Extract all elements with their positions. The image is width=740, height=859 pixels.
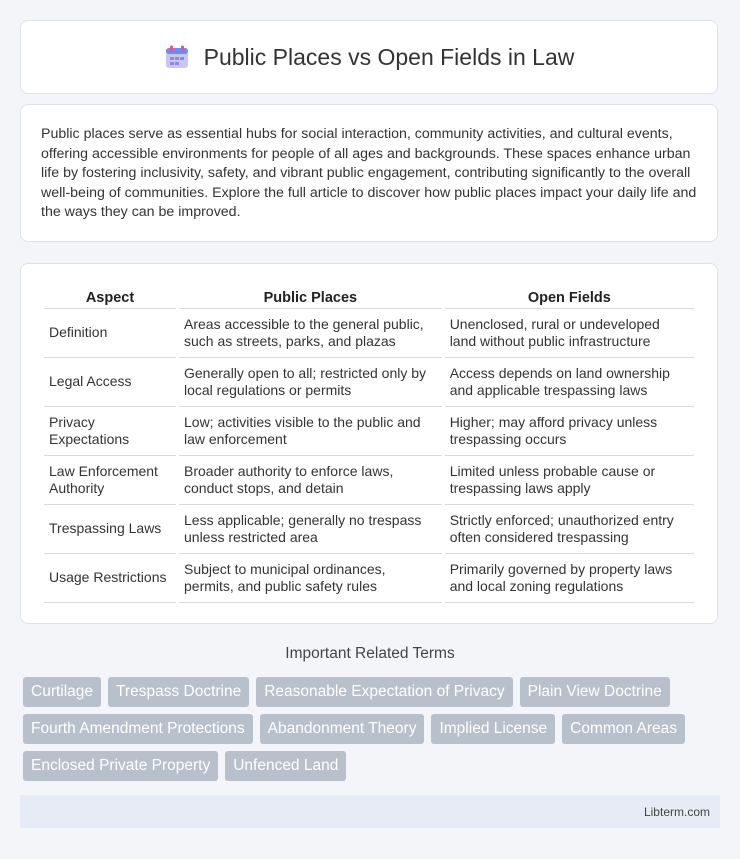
- related-term-tag[interactable]: Implied License: [431, 714, 555, 744]
- related-term-tag[interactable]: Abandonment Theory: [260, 714, 425, 744]
- related-terms-title: Important Related Terms: [285, 645, 455, 662]
- related-term-tag[interactable]: Fourth Amendment Protections: [23, 714, 253, 744]
- aspect-cell: Legal Access: [44, 358, 176, 407]
- aspect-cell: Privacy Expectations: [44, 407, 176, 456]
- table-row: [44, 505, 694, 554]
- related-term-tag[interactable]: Plain View Doctrine: [520, 677, 670, 707]
- column-header-aspect: Aspect: [44, 284, 176, 309]
- related-term-tag[interactable]: Unfenced Land: [225, 751, 346, 781]
- open-fields-cell: Access depends on land ownership and applicable trespassing laws: [445, 358, 694, 407]
- comparison-table: [41, 284, 697, 603]
- table-row: [44, 358, 694, 407]
- aspect-cell: Trespassing Laws: [44, 505, 176, 554]
- related-term-tag[interactable]: Common Areas: [562, 714, 685, 744]
- table-row: [44, 407, 694, 456]
- table-header-row: [44, 284, 694, 309]
- footer: [20, 795, 720, 828]
- public-places-cell: Broader authority to enforce laws, conduct stops, and detain: [179, 456, 442, 505]
- related-term-tag[interactable]: Reasonable Expectation of Privacy: [256, 677, 512, 707]
- aspect-cell: Usage Restrictions: [44, 554, 176, 603]
- calendar-icon: [164, 44, 190, 70]
- related-term-tag[interactable]: Trespass Doctrine: [108, 677, 249, 707]
- page-title: Public Places vs Open Fields in Law: [203, 43, 575, 70]
- table-row: [44, 309, 694, 358]
- aspect-cell: Definition: [44, 309, 176, 358]
- public-places-cell: Less applicable; generally no trespass unless restricted area: [179, 505, 442, 554]
- open-fields-cell: Limited unless probable cause or trespassing laws apply: [445, 456, 694, 505]
- aspect-cell: Law Enforcement Authority: [44, 456, 176, 505]
- intro-card: [20, 104, 718, 242]
- public-places-cell: Low; activities visible to the public and law enforcement: [179, 407, 442, 456]
- open-fields-cell: Higher; may afford privacy unless trespassing occurs: [445, 407, 694, 456]
- public-places-cell: Subject to municipal ordinances, permits, and public safety rules: [179, 554, 442, 603]
- table-row: [44, 554, 694, 603]
- table-row: [44, 456, 694, 505]
- column-header-public-places: Public Places: [179, 284, 442, 309]
- open-fields-cell: Primarily governed by property laws and local zoning regulations: [445, 554, 694, 603]
- column-header-open-fields: Open Fields: [445, 284, 694, 309]
- open-fields-cell: Unenclosed, rural or undeveloped land without public infrastructure: [445, 309, 694, 358]
- related-term-tag[interactable]: Enclosed Private Property: [23, 751, 218, 781]
- public-places-cell: Areas accessible to the general public, such as streets, parks, and plazas: [179, 309, 442, 358]
- related-terms-list: [23, 677, 723, 781]
- header-card: [20, 20, 718, 94]
- related-term-tag[interactable]: Curtilage: [23, 677, 101, 707]
- intro-text: Public places serve as essential hubs for social interaction, community activities, and cultural events, offering accessible environments for people of all ages and backgrounds. These spaces enhance urban life by fostering inclusivity, safety, and vibrant public engagement, contributing significantly to the overall well-being of communities. Explore the full article to discover how public places impact your daily life and the ways they can be improved.: [41, 126, 697, 220]
- footer-brand-link[interactable]: Libterm.com: [643, 804, 710, 819]
- public-places-cell: Generally open to all; restricted only by local regulations or permits: [179, 358, 442, 407]
- open-fields-cell: Strictly enforced; unauthorized entry often considered trespassing: [445, 505, 694, 554]
- comparison-card: [20, 263, 718, 624]
